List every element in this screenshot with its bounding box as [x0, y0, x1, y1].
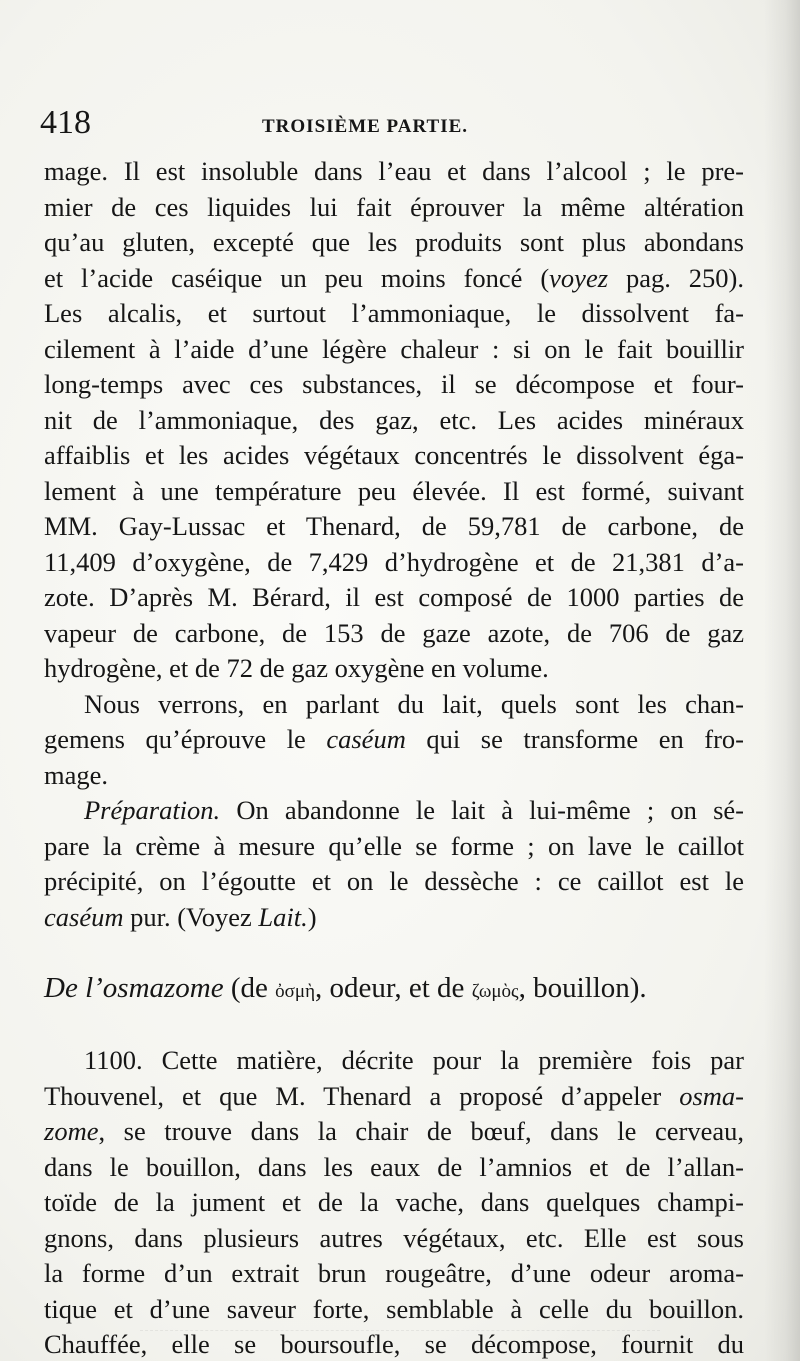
paragraph-osmazome	[44, 1043, 744, 1361]
text-line: qu’au gluten, excepté que les produits sont plus abondans	[44, 227, 744, 257]
text-line: MM. Gay-Lussac et Thenard, de 59,781 de carbone, de	[44, 511, 744, 541]
paragraph-lait	[44, 687, 744, 794]
text-line: nit de l’ammoniaque, des gaz, etc. Les acides minéraux	[44, 404, 744, 435]
italic-caseum: caséum	[326, 724, 406, 754]
italic-caseum: caséum	[44, 901, 124, 932]
text-line: pare la crème à mesure qu’elle se forme ; on lave le caillot	[44, 830, 744, 861]
text-line	[44, 722, 744, 758]
text-span: (de	[223, 972, 276, 1004]
italic-preparation-label: Préparation.	[84, 795, 221, 825]
text-line: affaiblis et les acides végétaux concentrés le dissolvent éga-	[44, 440, 744, 470]
text-line: précipité, on l’égoutte et on le dessèche : ce caillot est le	[44, 866, 744, 896]
text-line: tique et d’une saveur forte, semblable à celle du bouillon.	[44, 1293, 744, 1324]
text-line: Les alcalis, et surtout l’ammoniaque, le dissolvent fa-	[44, 298, 744, 328]
text-line: 11,409 d’oxygène, de 7,429 d’hydrogène et de 21,381 d’a-	[44, 546, 744, 577]
text-line	[44, 900, 744, 936]
text-span: et l’acide caséique un peu moins foncé (	[44, 262, 550, 293]
italic-osmazome-end: zome	[44, 1116, 99, 1146]
page-spine-shadow	[764, 0, 800, 1361]
text-span: On abandonne le lait à lui-même ; on sé-	[220, 795, 744, 825]
text-line: Nous verrons, en parlant du lait, quels sont les chan-	[84, 688, 744, 719]
text-line: lement à une température peu élevée. Il est formé, suivant	[44, 475, 744, 506]
text-span: pag. 250).	[608, 262, 744, 293]
text-span: Thouvenel, et que M. Thenard a proposé d’appeler	[44, 1080, 680, 1111]
text-line: mage.	[44, 759, 109, 790]
text-line	[44, 793, 744, 829]
paragraph-caseum-properties	[44, 154, 744, 687]
page-bottom-margin	[140, 1330, 660, 1351]
page-header	[40, 102, 740, 152]
text-line: gnons, dans plusieurs autres végétaux, etc. Elle est sous	[44, 1222, 744, 1253]
text-line: dans le bouillon, dans les eaux de l’amnios et de l’allan-	[44, 1151, 744, 1182]
text-span: , odeur, et de	[315, 972, 472, 1004]
text-line: mier de ces liquides lui fait éprouver la même altération	[44, 191, 744, 222]
text-line	[44, 1079, 744, 1115]
text-line: mage. Il est insoluble dans l’eau et dans l’alcool ; le pre-	[44, 156, 744, 186]
text-line: vapeur de carbone, de 153 de gaze azote, de 706 de gaz	[44, 617, 744, 648]
italic-lait: Lait.	[258, 901, 308, 932]
text-line	[44, 1114, 744, 1150]
text-span: gemens qu’éprouve le	[44, 724, 327, 754]
text-span: , bouillon).	[518, 972, 647, 1004]
text-line: hydrogène, et de 72 de gaz oxygène en volume.	[44, 653, 549, 683]
section-title: De l’osmazome	[44, 972, 224, 1004]
text-span: pur. (Voyez	[123, 901, 259, 932]
page-number: 418	[40, 104, 91, 141]
text-line: long-temps avec ces substances, il se décompose et four-	[44, 369, 744, 399]
text-span: , se trouve dans la chair de bœuf, dans le cerveau,	[98, 1116, 744, 1146]
running-head: TROISIÈME PARTIE.	[262, 116, 469, 137]
italic-osmazome: osma-	[679, 1080, 744, 1111]
text-span: qui se transforme en fro-	[405, 724, 744, 754]
section-heading-osmazome	[44, 971, 744, 1009]
text-line: cilement à l’aide d’une légère chaleur : si on le fait bouillir	[44, 333, 744, 364]
text-line: toïde de la jument et de la vache, dans quelques champi-	[44, 1187, 744, 1217]
text-line: 1100. Cette matière, décrite pour la première fois par	[84, 1045, 744, 1075]
greek-word-osme: ὀσμὴ	[275, 981, 316, 1002]
text-line: la forme d’un extrait brun rougeâtre, d’une odeur aroma-	[44, 1258, 744, 1288]
text-span: )	[307, 901, 317, 932]
text-line	[44, 261, 744, 297]
text-line: zote. D’après M. Bérard, il est composé de 1000 parties de	[44, 582, 744, 612]
page-body	[44, 154, 744, 1361]
greek-word-zomos: ζωμὸς	[471, 981, 519, 1002]
italic-voyez: voyez	[549, 262, 609, 293]
text-line: Chauffée, elle se boursoufle, se décompose, fournit du	[44, 1329, 744, 1359]
paragraph-preparation	[44, 793, 744, 935]
